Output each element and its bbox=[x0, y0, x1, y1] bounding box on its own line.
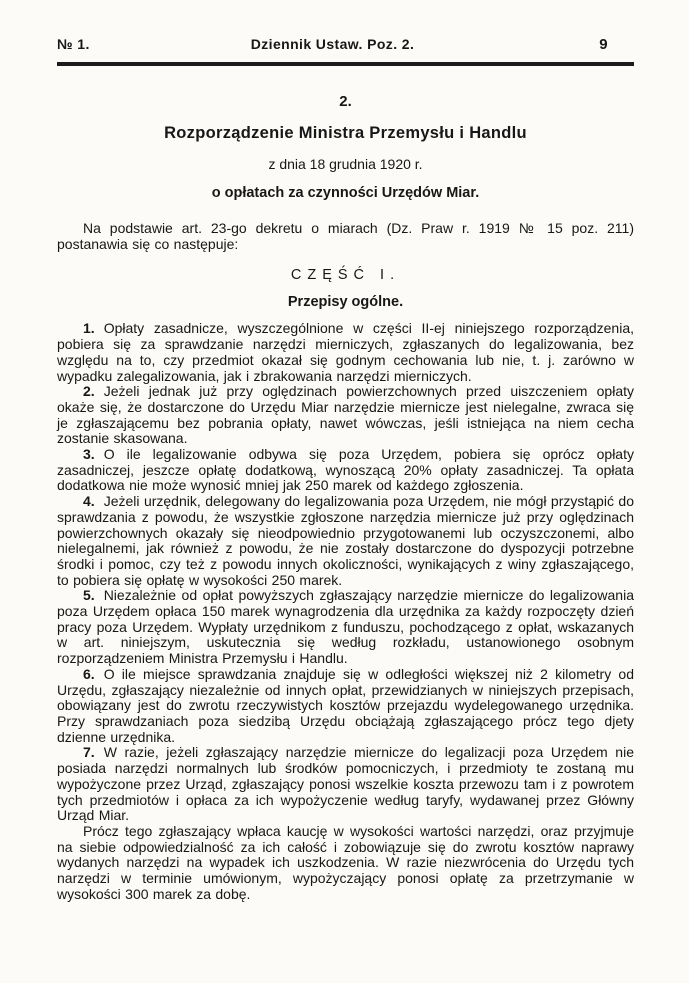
paragraph-4-number: 4. bbox=[83, 493, 95, 510]
paragraph-7-text: W razie, jeżeli zgłaszający narzędzie miernicze do legalizacji poza Urzędem nie posiada narzędzi normalnych lub środków pomocniczych, i przedmioty te zostaną mu wypożyczone przez Urząd, zgłaszający ponosi wszelkie koszta przewozu tam i z powrotem tych przedmiotów i opłaca za ich wypożyczenie według taryfy, wydawanej przez Główny Urząd Miar. bbox=[57, 744, 634, 824]
paragraph-8 bbox=[57, 824, 634, 903]
paragraph-8-text: Prócz tego zgłaszający wpłaca kaucję w wysokości wartości narzędzi, oraz przyjmuje na siebie odpowiedzialność za ich całość i zobowiązuje się do zwrotu kosztów naprawy wydanych narzędzi na wypadek ich uszkodzenia. W razie niezwrócenia do Urzędu tych narzędzi w terminie umówionym, wypożyczający ponosi opłatę za przetrzymanie w wysokości 300 marek za dobę. bbox=[57, 822, 634, 902]
date-line: z dnia 18 grudnia 1920 r. bbox=[268, 156, 423, 172]
paragraph-5-text: Niezależnie od opłat powyższych zgłaszający narzędzie miernicze do legalizowania poza Urzędem opłaca 150 marek wynagrodzenia dla urzędnika za każdy rozpoczęty dzień pracy poza Urzędem. Wypłaty urzędnikom z funduszu, pochodzącego z opłat, wskazanych w art. niniejszym, uskutecznia się według rozkładu, ustanowionego osobnym rozporządzeniem Ministra Przemysłu i Handlu. bbox=[57, 587, 634, 667]
paragraph-3-text: O ile legalizowanie odbywa się poza Urzędem, pobiera się oprócz opłaty zasadniczej, jeszcze opłatę dodatkową, wynoszącą 20% opłaty zasadniczej. Ta opłata dodatkowa nie może wynosić mniej jak 250 marek od każdego zgłoszenia. bbox=[57, 446, 634, 494]
paragraph-2-text: Jeżeli jednak już przy oględzinach powierzchownych przed uiszczeniem opłaty okaże się, że dostarczone do Urzędu Miar narzędzie miernicze jest nielegalne, zwraca się je zgłaszającemu bez pobrania opłaty, nawet wówczas, jeśli istniejąca na niem cecha zostanie skasowana. bbox=[57, 383, 634, 447]
intro-paragraph: Na podstawie art. 23-go dekretu o miarach (Dz. Praw r. 1919 № 15 poz. 211) postanawia się co następuje: bbox=[57, 220, 634, 252]
document-title: Rozporządzenie Ministra Przemysłu i Handlu bbox=[164, 124, 527, 142]
paragraph-7 bbox=[57, 745, 634, 824]
section-heading: Przepisy ogólne. bbox=[287, 294, 404, 311]
header-rule bbox=[57, 62, 634, 66]
paragraph-4-text: Jeżeli urzędnik, delegowany do legalizowania poza Urzędem, nie mógł przystąpić do sprawdzania z powodu, że wszystkie zgłoszone narzędzia miernicze już przy oględzinach powierzchownych okazały się nieodpowiednio przygotowanemi lub oczyszczonemi, albo nielegalnemi, jak również z powodu, że nie zostały dostarczone do dyspozycji potrzebne środki i pomoc, czy też z powodu innych okoliczności, wynikających z winy zgłaszającego, to pobiera się opłatę w wysokości 250 marek. bbox=[57, 493, 634, 588]
paragraph-6-number: 6. bbox=[83, 665, 95, 682]
paragraph-2-number: 2. bbox=[83, 383, 95, 400]
paragraph-2 bbox=[57, 384, 634, 447]
paragraph-7-number: 7. bbox=[83, 744, 95, 761]
paragraph-6-text: O ile miejsce sprawdzania znajduje się w odległości większej niż 2 kilometry od Urzędu, zgłaszający niezależnie od innych opłat, przewidzianych w niniejszych przepisach, obowiązany jest do zwrotu rzeczywistych kosztów przejazdu wydelegowanego urzędnika. Przy sprawdzaniach poza siedzibą Urzędu obciążają zgłaszającego prócz tego djety dzienne urzędnika. bbox=[57, 665, 634, 745]
paragraph-1-number: 1. bbox=[83, 320, 95, 337]
paragraph-1 bbox=[57, 321, 634, 384]
paragraph-3 bbox=[57, 447, 634, 494]
paragraph-3-number: 3. bbox=[83, 446, 95, 463]
paragraph-4 bbox=[57, 494, 634, 588]
document-body bbox=[57, 93, 634, 902]
page-header bbox=[57, 36, 634, 53]
article-number: 2. bbox=[339, 93, 352, 110]
paragraph-5-number: 5. bbox=[83, 587, 95, 604]
document-subject: o opłatach za czynności Urzędów Miar. bbox=[211, 185, 480, 201]
paragraph-6 bbox=[57, 667, 634, 746]
paragraph-list bbox=[57, 321, 634, 902]
paragraph-5 bbox=[57, 588, 634, 667]
page-number: 9 bbox=[599, 36, 608, 53]
part-heading: CZĘŚĆ I. bbox=[290, 267, 401, 284]
issue-number: № 1. bbox=[57, 36, 90, 52]
journal-title: Dziennik Ustaw. Poz. 2. bbox=[250, 36, 415, 52]
paragraph-1-text: Opłaty zasadnicze, wyszczególnione w części II-ej niniejszego rozporządzenia, pobiera się za sprawdzanie narzędzi mierniczych, zgłaszanych do legalizowania, bez względu na to, czy przedmiot okazał się godnym cechowania lub nie, t. j. zarówno w wypadku zalegalizowania, jak i zbrakowania narzędzi mierniczych. bbox=[57, 320, 634, 384]
